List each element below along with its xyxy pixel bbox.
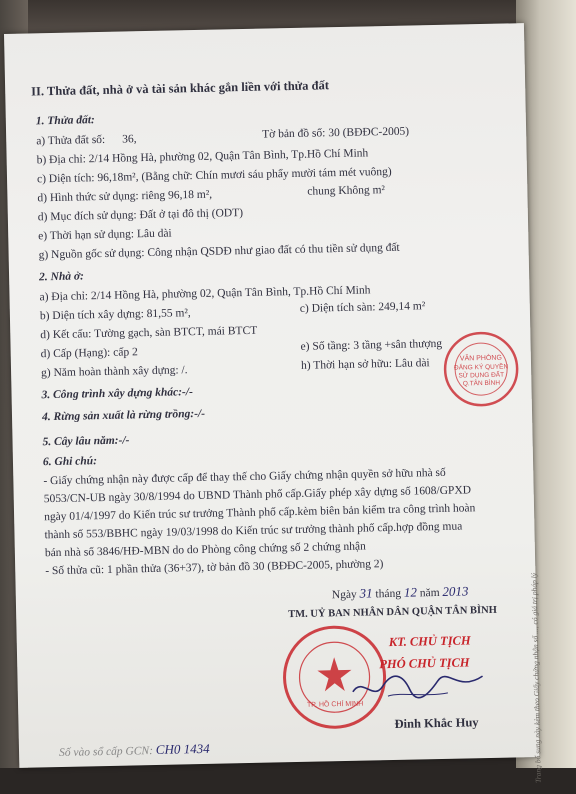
year-label: năm bbox=[419, 587, 440, 600]
authority: TM. UỶ BAN NHÂN DÂN QUẬN TÂN BÌNH bbox=[288, 604, 497, 621]
usage-term: e) Thời hạn sử dụng: Lâu dài bbox=[38, 227, 172, 243]
house-grade: d) Cấp (Hạng): cấp 2 bbox=[40, 346, 138, 361]
note-line: ngày 01/4/1997 do Kiến trúc sư trưởng Thành phố cấp.kèm biên bản kiểm tra công trình hoàn bbox=[44, 502, 476, 524]
month-label: tháng bbox=[375, 587, 402, 601]
svg-text:Q.TÂN BÌNH: Q.TÂN BÌNH bbox=[462, 379, 501, 388]
land-address: b) Địa chỉ: 2/14 Hồng Hà, phường 02, Quận Tân Bình, Tp.Hồ Chí Minh bbox=[36, 147, 369, 167]
house-completion: g) Năm hoàn thành xây dựng: /. bbox=[40, 364, 188, 380]
vertical-side-note: Trang bổ sung này kèm theo Giấy chứng nhận số ..., có giá trị pháp lý bbox=[529, 572, 543, 784]
svg-text:VĂN PHÒNG: VĂN PHÒNG bbox=[459, 354, 502, 363]
usage-shared: chung Không m² bbox=[307, 184, 386, 198]
other-construction: 3. Công trình xây dựng khác:-/- bbox=[41, 386, 193, 402]
usage-form: d) Hình thức sử dụng: riêng 96,18 m², bbox=[37, 188, 213, 205]
note-line: - Số thửa cũ: 1 phần thửa (36+37), tờ bản đồ 30 (BĐĐC-2005, phường 2) bbox=[45, 558, 384, 578]
svg-text:TP. HỒ CHÍ MINH: TP. HỒ CHÍ MINH bbox=[306, 700, 364, 709]
certificate-page bbox=[4, 23, 543, 784]
signature bbox=[347, 664, 488, 707]
svg-text:ĐĂNG KÝ QUYỀN: ĐĂNG KÝ QUYỀN bbox=[453, 363, 509, 372]
role-vice-chair-kt: KT. CHỦ TỊCH bbox=[388, 633, 471, 650]
svg-text:SỬ DỤNG ĐẤT: SỬ DỤNG ĐẤT bbox=[458, 371, 505, 380]
date-month: 12 bbox=[403, 584, 418, 600]
registry-value: CH0 1434 bbox=[155, 740, 210, 757]
note-line: thành số 553/BBHC ngày 19/03/1998 do Kiến trúc sư trưởng thành phố cấp.hợp đồng mua bbox=[44, 520, 463, 542]
land-area: c) Diện tích: 96,18m², (Bằng chữ: Chín mươi sáu phẩy mười tám mét vuông) bbox=[36, 165, 392, 186]
note-line: bán nhà số 3846/HĐ-MBN do do Phòng công chứng số 2 chứng nhận bbox=[44, 540, 366, 560]
section-title: II. Thửa đất, nhà ở và tài sản khác gắn liền với thửa đất bbox=[31, 78, 330, 99]
house-heading: 2. Nhà ở: bbox=[38, 270, 85, 284]
map-sheet: Tờ bản đồ số: 30 (BĐĐC-2005) bbox=[262, 125, 410, 141]
usage-origin: g) Nguồn gốc sử dụng: Công nhận QSDĐ như giao đất có thu tiền sử dụng đất bbox=[38, 241, 400, 262]
date-prefix: Ngày bbox=[331, 588, 357, 602]
house-structure: d) Kết cấu: Tường gạch, sàn BTCT, mái BTCT bbox=[40, 324, 258, 342]
registry-number bbox=[59, 742, 210, 760]
production-forest: 4. Rừng sản xuất là rừng trồng:-/- bbox=[41, 407, 206, 424]
signer-name: Đinh Khắc Huy bbox=[394, 715, 479, 731]
note-line: - Giấy chứng nhận này được cấp để thay thế cho Giấy chứng nhận quyền sở hữu nhà số bbox=[43, 466, 446, 488]
perennial-trees: 5. Cây lâu năm:-/- bbox=[42, 434, 130, 449]
land-heading: 1. Thửa đất: bbox=[35, 114, 95, 128]
notes-heading: 6. Ghi chú: bbox=[42, 455, 98, 469]
house-floors: e) Số tầng: 3 tầng +sân thượng bbox=[300, 337, 443, 353]
date-year: 2013 bbox=[442, 583, 469, 599]
registry-label: Số vào sổ cấp GCN: bbox=[58, 745, 154, 760]
house-ownership: h) Thời hạn sở hữu: Lâu dài bbox=[300, 357, 430, 372]
usage-purpose: d) Mục đích sử dụng: Đất ở tại đô thị (ODT) bbox=[37, 207, 244, 224]
build-area: b) Diện tích xây dựng: 81,55 m², bbox=[39, 307, 191, 323]
note-line: 5053/CN-UB ngày 30/8/1994 do UBND Thành phố cấp.Giấy phép xây dựng số 1608/GPXD bbox=[43, 484, 472, 506]
house-address: a) Địa chỉ: 2/14 Hồng Hà, phường 02, Quận Tân Bình, Tp.Hồ Chí Minh bbox=[39, 284, 371, 304]
floor-area: c) Diện tích sàn: 249,14 m² bbox=[299, 300, 426, 315]
date-day: 31 bbox=[359, 585, 373, 601]
signing-date bbox=[332, 584, 469, 602]
role-vice-chair: PHÓ CHỦ TỊCH bbox=[379, 655, 470, 672]
parcel-number: 36, bbox=[122, 133, 137, 146]
district-seal-stamp bbox=[440, 323, 522, 415]
parcel-label: a) Thửa đất số: bbox=[36, 133, 106, 148]
